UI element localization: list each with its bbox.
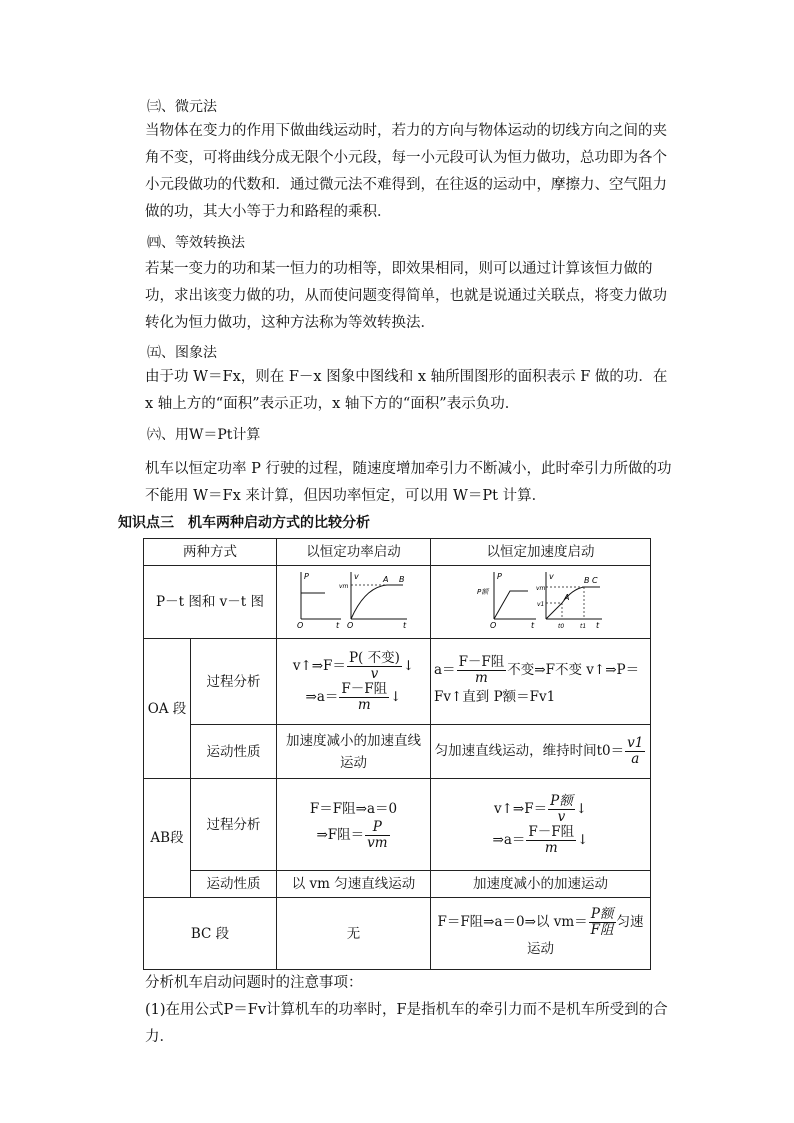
axis-label-t: t <box>335 620 339 629</box>
label-graphs: P－t 图和 v－t 图 <box>144 566 277 639</box>
label-vm-2: vm <box>535 584 545 592</box>
bc-accel: F＝F阻⇒a＝0⇒以 vm＝ $\frac{\text{P额}}{\text{F阻}}$ 匀速运动 <box>431 898 651 970</box>
para-equivalent: 若某一变力的功和某一恒力的功相等，即效果相同，则可以通过计算该恒力做的功，求出该变力做的功，从而使问题变得简单，也就是说通过关联点，将变力做功转化为恒力做功，这种方法称为等效转换法． <box>145 261 667 331</box>
frac-p-over-vm: $\frac{P}{vm}$ <box>367 819 388 851</box>
graph-power-mode <box>295 569 413 629</box>
pt-graph-constant-power <box>297 572 341 629</box>
axis-label-p: P <box>303 571 309 581</box>
graph-accel-mode <box>476 569 606 629</box>
label-p-rated: P额 <box>476 587 488 596</box>
label-t0: t0 <box>557 622 564 629</box>
oa-accel-motion: 匀加速直线运动，维持时间t0＝ $\frac{v1}{a}$ <box>431 725 651 779</box>
label-ab-process: 过程分析 <box>191 779 277 871</box>
frac-net-over-m: $\frac{\text{F－F阻}}{m}$ <box>341 680 388 713</box>
oa-power-line2: ⇒a＝ $\frac{\text{F－F阻}}{m}$ ↓ <box>305 680 402 713</box>
label-t1: t1 <box>579 622 586 629</box>
heading-pt-method: ㈥、用W＝Pt计算 <box>147 427 261 443</box>
point-a-2: A <box>563 592 569 602</box>
origin-label-3: O <box>489 620 496 629</box>
note-1: (1)在用公式P＝Fv计算机车的功率时，F是指机车的牵引力而不是机车所受到的合力． <box>145 1002 668 1045</box>
axis-label-t-2: t <box>402 620 406 629</box>
frac-p-const-over-v: $\frac{\text{P( 不变)}}{v}$ <box>348 649 400 682</box>
pt-graph-constant-acceleration <box>477 572 536 629</box>
ab-power-process <box>277 779 431 871</box>
point-bc: B C <box>583 575 598 585</box>
label-oa-segment: OA 段 <box>144 639 191 779</box>
header-constant-acceleration: 以恒定加速度启动 <box>431 539 651 566</box>
label-bc-segment: BC 段 <box>144 898 277 970</box>
axis-label-t-3: t <box>530 620 534 629</box>
origin-label-2: O <box>346 620 353 629</box>
knowledge-point-title: 知识点三 机车两种启动方式的比较分析 <box>118 515 370 531</box>
frac-prated-over-v: $\frac{\text{P额}}{v}$ <box>550 792 573 825</box>
graphs-constant-power <box>277 566 431 639</box>
heading-micro-element: ㈢、微元法 <box>147 99 217 115</box>
vt-graph-constant-power <box>339 572 407 629</box>
ab-power-motion: 以 vm 匀速直线运动 <box>277 871 431 898</box>
ab-accel-process <box>431 779 651 871</box>
label-ab-motion: 运动性质 <box>191 871 277 898</box>
graphs-constant-acceleration <box>431 566 651 639</box>
oa-power-motion: 加速度减小的加速直线运动 <box>277 725 431 779</box>
frac-v1-over-a: $\frac{v1}{a}$ <box>627 735 644 767</box>
oa-accel-line1: a＝ $\frac{\text{F－F阻}}{m}$ 不变⇒F不变 v↑⇒P＝ <box>434 654 640 686</box>
label-oa-process: 过程分析 <box>191 639 277 725</box>
label-oa-motion: 运动性质 <box>191 725 277 779</box>
heading-equivalent: ㈣、等效转换法 <box>147 235 245 251</box>
label-ab-segment: AB段 <box>144 779 191 898</box>
header-constant-power: 以恒定功率启动 <box>277 539 431 566</box>
oa-accel-process <box>431 639 651 725</box>
point-b: B <box>398 574 404 584</box>
label-vm: vm <box>338 582 348 590</box>
ab-accel-line2: ⇒a＝ $\frac{\text{F－F阻}}{m}$ ↓ <box>492 823 589 856</box>
para-graph-method: 由于功 W＝Fx，则在 F－x 图象中图线和 x 轴所围图形的面积表示 F 做的功．在 x 轴上方的“面积”表示正功，x 轴下方的“面积”表示负功． <box>145 369 668 412</box>
oa-power-line1: v↑⇒F＝ $\frac{\text{P( 不变)}}{v}$ ↓ <box>292 649 415 682</box>
notes-section <box>145 970 685 1051</box>
oa-power-process <box>277 639 431 725</box>
para-micro-element: 当物体在变力的作用下做曲线运动时，若力的方向与物体运动的切线方向之间的夹角不变，可将曲线分成无限个小元段，每一小元段可认为恒力做功，总功即为各个小元段做功的代数和．通过微元法不难得到，在往返的运动中，摩擦力、空气阻力做的功，其大小等于力和路程的乘积． <box>145 123 667 220</box>
frac-net-over-m-2: $\frac{\text{F－F阻}}{m}$ <box>458 654 505 686</box>
ab-accel-line1: v↑⇒F＝ $\frac{\text{P额}}{v}$ ↓ <box>493 792 588 825</box>
ab-power-line2: ⇒F阻＝ $\frac{P}{vm}$ <box>316 819 388 851</box>
header-mode: 两种方式 <box>144 539 277 566</box>
axis-label-v-2: v <box>548 571 554 581</box>
point-a: A <box>382 574 388 584</box>
axis-label-v: v <box>353 571 359 581</box>
ab-accel-motion: 加速度减小的加速运动 <box>431 871 651 898</box>
oa-accel-line2: Fv↑直到 P额＝Fv1 <box>434 689 556 705</box>
origin-label: O <box>296 620 303 629</box>
axis-label-t-4: t <box>595 620 599 629</box>
ab-power-line1: F＝F阻⇒a＝0 <box>309 801 398 817</box>
notes-title: 分析机车启动问题时的注意事项： <box>145 975 363 991</box>
frac-prated-over-fzu: $\frac{\text{P额}}{\text{F阻}}$ <box>590 906 614 938</box>
label-v1: v1 <box>536 600 544 608</box>
comparison-table <box>143 538 651 970</box>
frac-net-over-m-3: $\frac{\text{F－F阻}}{m}$ <box>528 823 575 856</box>
axis-label-p-2: P <box>496 571 502 581</box>
heading-graph-method: ㈤、图象法 <box>147 345 217 361</box>
vt-graph-constant-acceleration <box>536 572 602 629</box>
para-pt-method: 机车以恒定功率 P 行驶的过程，随速度增加牵引力不断减小，此时牵引力所做的功不能用 W＝Fx 来计算，但因功率恒定，可以用 W＝Pt 计算． <box>145 461 672 504</box>
bc-power: 无 <box>277 898 431 970</box>
